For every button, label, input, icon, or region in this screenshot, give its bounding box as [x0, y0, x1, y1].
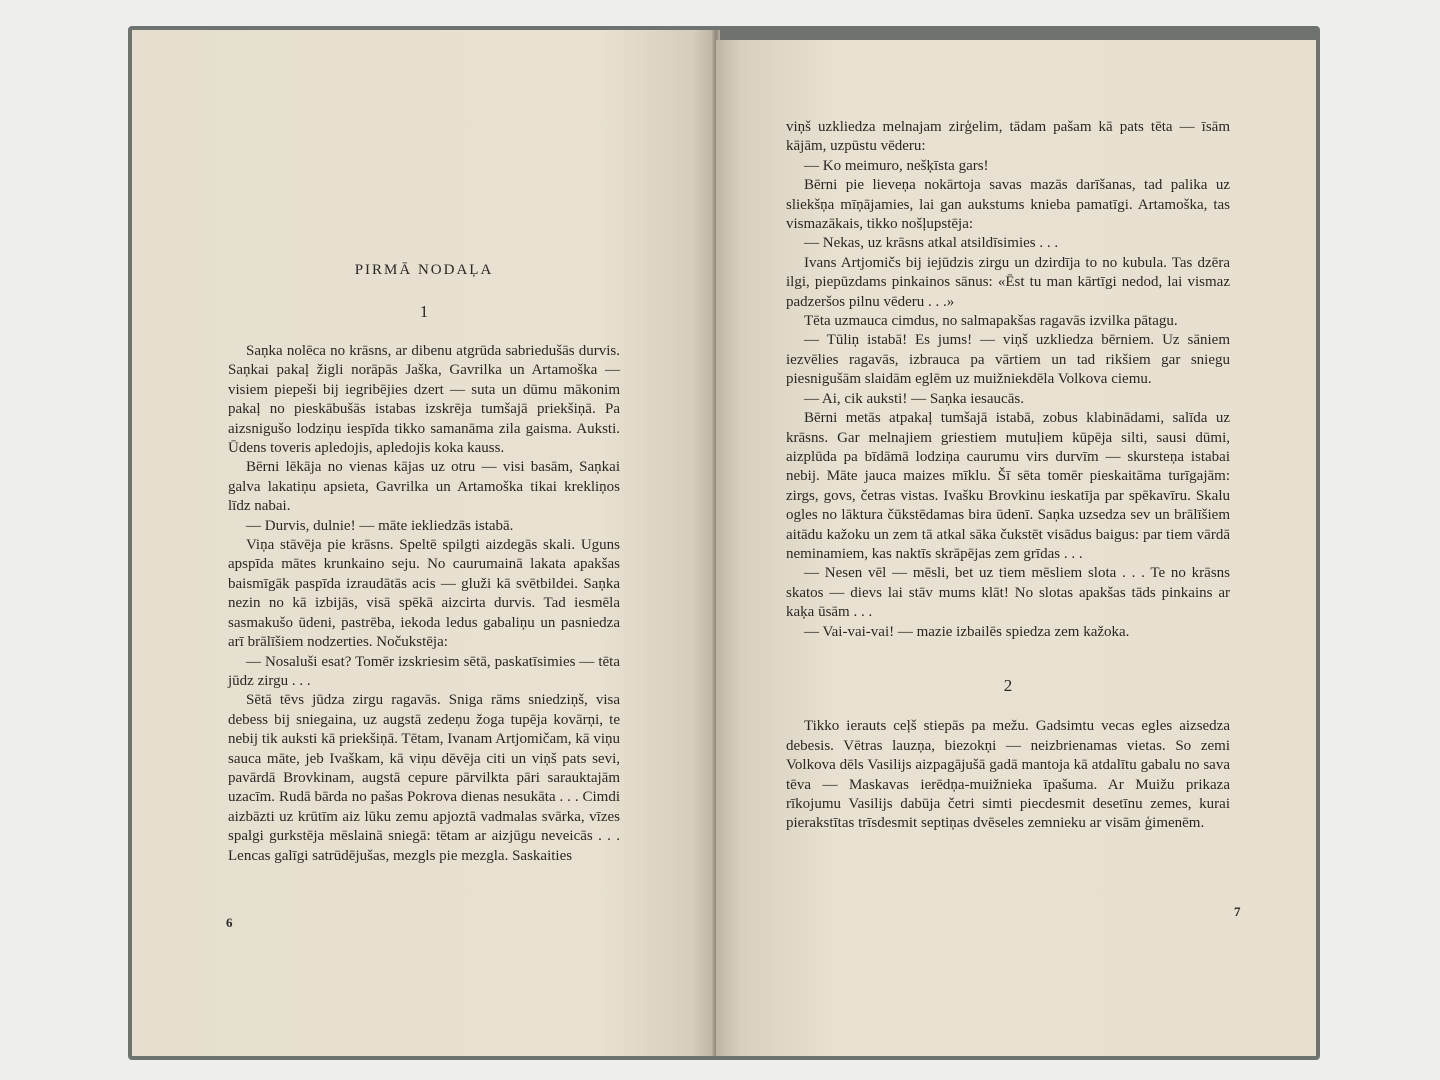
paragraph: Saņka nolēca no krāsns, ar dibenu atgrūda sabriedušās durvis. Saņkai pakaļ žigli norāpās Jaška, Gavrilka un Artamoška — visiem piepeši bij iegribējies dzert — suta un dūmu mākonim pakaļ no pieskābušās istabas izskrēja tumšajā priekšiņā. Pa aizsnigušo lodziņu iespīda tikko samanāma zila gaisma. Auksti. Ūdens toveris apledojis, apledojis koka kauss. — [228, 343, 620, 457]
paragraph: Bērni pie lieveņa nokārtoja savas mazās darīšanas, tad palika uz sliekšņa mīņājamies, lai gan aukstums knieba pamatīgi. Artamoška, tas vismazākais, tikko nošļupstēja: — [786, 177, 1230, 233]
page-number-right: 7 — [1234, 904, 1241, 919]
page-number-left: 6 — [226, 915, 233, 930]
left-page — [132, 30, 716, 1056]
paragraph: — Durvis, dulnie! — māte iekliedzās istabā. — [246, 517, 514, 534]
section-number-2: 2 — [1003, 675, 1013, 695]
section-number-1: 1 — [419, 302, 429, 321]
left-page-text — [228, 342, 620, 866]
paragraph: Ivans Artjomičs bij iejūdzis zirgu un dzirdīja to no kubula. Tas dzēra ilgi, piepūzdams pinkainos sānus: «Ēst tu man kārtīgi nedod, lai vismaz padzeršos pilnu vēderu . . .» — [786, 254, 1230, 310]
paragraph: — Nosaluši esat? Tomēr izskriesim sētā, paskatīsimies — tēta jūdz zirgu . . . — [228, 653, 620, 689]
paragraph: Sētā tēvs jūdza zirgu ragavās. Sniga rāms sniedziņš, visa debess bij sniegaina, uz augstā zedeņu žoga tupēja kovārņi, te nebij tik auksti kā priekšiņā. Tētam, Ivanam Artjomičam, kā viņu sauca māte, jeb Ivaškam, kā viņu dēvēja citi un viņš pats sevi, pavārdā Brovkinam, augstā cepure pārvilkta pāri sarauktajām uzacīm. Rudā bārda no pašas Pokrova dienas nesukāta . . . Cimdi aizbāzti uz krūtīm aiz lūku zemu apjoztā vadmalas svārka, vīzes spalgi gurkstēja mēslainā sniegā: tētam ar aizjūgu neveicās . . . Lencas galīgi satrūdējušas, mezgls pie mezgla. Saskaities — [228, 692, 620, 864]
paragraph: Bērni lēkāja no vienas kājas uz otru — visi basām, Saņkai galva lakatiņu apsieta, Gavrilka un Artamoška tikai krekliņos līdz nabai. — [228, 459, 620, 515]
paragraph: Bērni metās atpakaļ tumšajā istabā, zobus klabinādami, salīda uz krāsns. Gar melnajiem griestiem mutuļiem kūpēja silti, sausi dūmi, aizplūda pa bīdāmā lodziņa caurumu virs durvīm — skursteņa istabai nebij. Māte jauca maizes mīklu. Šī sēta tomēr pieskaitāma turīgajām: zirgs, govs, četras vistas. Ivašku Brovkinu ieskatīja par spēkavīru. Skalu ogles no lāktura čūkstēdamas bira ūdenī. Saņka uzsedza sev un brālīšiem aitādu kažoku un zem tā atkal sāka čukstēt visādus baigus: par tiem vārdā neminamiem, kas naktīs skrāpējas zem grīdas . . . — [786, 410, 1230, 562]
right-page-text — [786, 118, 1230, 834]
paragraph: — Vai-vai-vai! — mazie izbailēs spiedza zem kažoka. — [804, 623, 1130, 640]
paragraph: Tikko ierauts ceļš stiepās pa mežu. Gadsimtu vecas egles aizsedza debesis. Vētras lauzņa, biezokņi — neizbrienamas vietas. So zemi Volkova dēls Vasilijs aizpagājušā gadā mantoja kā atdalītu gabalu no sava tēva — Maskavas ierēdņa-muižnieka īpašuma. Ar Muižu prikaza rīkojumu Vasilijs dabūja četri simti piecdesmit desetīnu zemes, kurai pierakstītas trīsdesmit septiņas dvēseles zemnieku ar visām ģimenēm. — [786, 718, 1230, 832]
paragraph: Viņa stāvēja pie krāsns. Speltē spilgti aizdegās skali. Uguns apspīda mātes krunkaino seju. No caurumainā lakata apakšas baismīgāk paspīda izraudātās acis — gluži kā svētbildei. Saņka nezin no kā izbijās, visā spēkā aizcirta durvis. Tad iesmēla sasmakušo ūdeni, pastrēba, iekoda ledus gabaliņu un pasniedza arī brālīšiem nodzerties. Nočukstēja: — [228, 537, 620, 651]
chapter-title: PIRMĀ NODAĻA — [354, 262, 494, 278]
paragraph: — Nekas, uz krāsns atkal atsildīsimies . . . — [804, 235, 1059, 252]
paragraph: — Ko meimuro, nešķīsta gars! — [804, 157, 989, 174]
right-page — [716, 40, 1316, 1056]
paragraph: — Ai, cik auksti! — Saņka iesaucās. — [804, 390, 1024, 407]
paragraph: Tēta uzmauca cimdus, no salmapakšas ragavās izvilka pātagu. — [804, 313, 1178, 330]
paragraph: — Nesen vēl — mēsli, bet uz tiem mēsliem slota . . . Te no krāsns skatos — dievs lai stāv mums klāt! No slotas apakšas tāds pinkains ar kaķa ūsām . . . — [786, 565, 1230, 621]
paragraph: viņš uzkliedza melnajam zirģelim, tādam pašam kā pats tēta — īsām kājām, uzpūstu vēderu: — [786, 119, 1230, 155]
paragraph: — Tūliņ istabā! Es jums! — viņš uzkliedza bērniem. Uz sāniem iezvēlies ragavās, izbrauca pa vārtiem un tad rikšiem gar sniegu piesnigušām slaidām eglēm uz muižniekdēla Volkova ciemu. — [786, 332, 1230, 388]
